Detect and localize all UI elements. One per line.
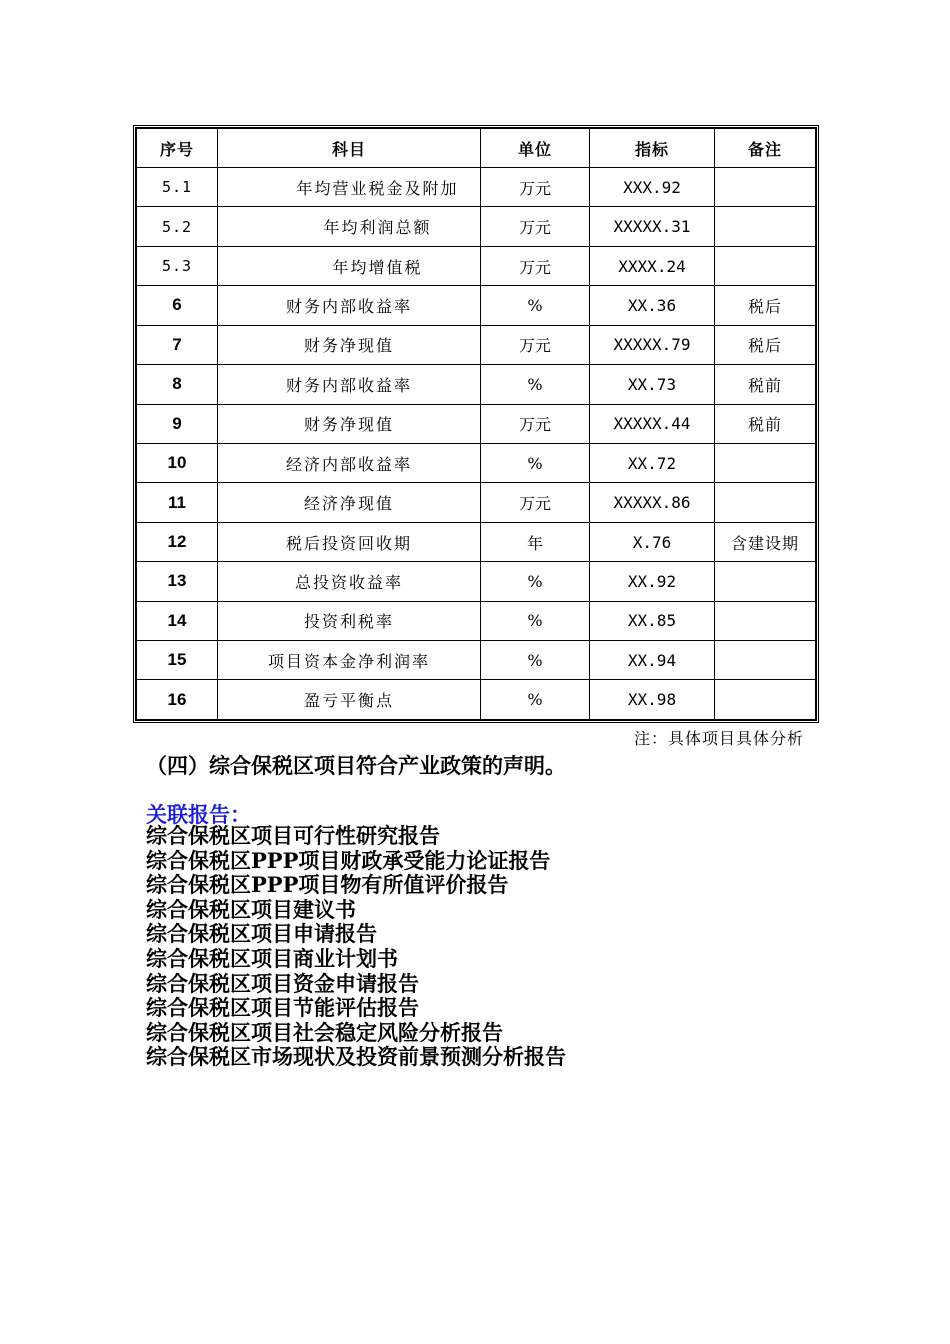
related-report-item[interactable]: 综合保税区市场现状及投资前景预测分析报告: [146, 1044, 566, 1070]
row-no: 11: [137, 483, 218, 522]
row-note: [715, 246, 816, 285]
row-value: XX.72: [590, 443, 715, 482]
table-row: [137, 601, 816, 640]
row-unit: %: [481, 601, 590, 640]
related-reports-title: 关联报告：: [146, 802, 251, 827]
header-no: 序号: [137, 129, 218, 168]
row-note: [715, 641, 816, 680]
row-no: 5.1: [137, 168, 218, 207]
row-item: 总投资收益率: [218, 562, 481, 601]
table-row: [137, 207, 816, 246]
header-item: 科目: [218, 129, 481, 168]
row-item: 项目资本金净利润率: [218, 641, 481, 680]
table-row: [137, 404, 816, 443]
row-unit: 万元: [481, 207, 590, 246]
row-item: 经济净现值: [218, 483, 481, 522]
row-no: 8: [137, 365, 218, 404]
row-item: 年均营业税金及附加: [218, 168, 481, 207]
related-report-item[interactable]: 综合保税区PPP项目物有所值评价报告: [146, 872, 509, 898]
row-unit: %: [481, 365, 590, 404]
row-unit: 万元: [481, 168, 590, 207]
row-value: XX.92: [590, 562, 715, 601]
row-no: 6: [137, 286, 218, 325]
row-no: 7: [137, 325, 218, 364]
row-item: 财务净现值: [218, 325, 481, 364]
row-item: 年均利润总额: [218, 207, 481, 246]
row-note: 税后: [715, 286, 816, 325]
row-note: [715, 207, 816, 246]
table-row: [137, 443, 816, 482]
row-item: 财务内部收益率: [218, 286, 481, 325]
table-row: [137, 562, 816, 601]
row-item: 盈亏平衡点: [218, 680, 481, 720]
related-reports-list: [146, 824, 566, 1070]
row-no: 5.3: [137, 246, 218, 285]
row-unit: 万元: [481, 325, 590, 364]
row-value: XXX.92: [590, 168, 715, 207]
row-note: [715, 168, 816, 207]
table-row: [137, 168, 816, 207]
related-report-item[interactable]: 综合保税区项目建议书: [146, 896, 356, 922]
table-row: [137, 522, 816, 561]
header-value: 指标: [590, 129, 715, 168]
table-row: [137, 680, 816, 720]
row-unit: 万元: [481, 483, 590, 522]
row-no: 10: [137, 443, 218, 482]
row-unit: %: [481, 641, 590, 680]
table-row: [137, 286, 816, 325]
table-row: [137, 483, 816, 522]
related-report-item[interactable]: 综合保税区项目资金申请报告: [146, 970, 419, 996]
row-no: 15: [137, 641, 218, 680]
row-note: 税后: [715, 325, 816, 364]
section-heading: （四）综合保税区项目符合产业政策的声明。: [146, 754, 566, 778]
row-value: XX.94: [590, 641, 715, 680]
table-row: [137, 641, 816, 680]
row-item: 经济内部收益率: [218, 443, 481, 482]
row-unit: 万元: [481, 246, 590, 285]
row-value: XX.85: [590, 601, 715, 640]
row-no: 12: [137, 522, 218, 561]
row-value: XXXXX.44: [590, 404, 715, 443]
row-unit: %: [481, 562, 590, 601]
indicator-table-frame: [133, 125, 819, 723]
row-no: 13: [137, 562, 218, 601]
row-note: [715, 680, 816, 720]
row-item: 财务净现值: [218, 404, 481, 443]
row-unit: 年: [481, 522, 590, 561]
row-value: XX.36: [590, 286, 715, 325]
table-header-row: [137, 129, 816, 168]
row-note: [715, 443, 816, 482]
row-note: [715, 483, 816, 522]
row-value: X.76: [590, 522, 715, 561]
related-report-item[interactable]: 综合保税区项目申请报告: [146, 921, 377, 947]
row-value: XXXXX.86: [590, 483, 715, 522]
row-no: 14: [137, 601, 218, 640]
row-value: XXXXX.31: [590, 207, 715, 246]
table-note: 注：具体项目具体分析: [633, 729, 804, 748]
row-unit: %: [481, 680, 590, 720]
row-note: 含建设期: [715, 522, 816, 561]
header-note: 备注: [715, 129, 816, 168]
row-no: 9: [137, 404, 218, 443]
row-note: 税前: [715, 404, 816, 443]
table-row: [137, 325, 816, 364]
row-note: 税前: [715, 365, 816, 404]
row-item: 年均增值税: [218, 246, 481, 285]
row-no: 16: [137, 680, 218, 720]
header-unit: 单位: [481, 129, 590, 168]
row-item: 财务内部收益率: [218, 365, 481, 404]
row-value: XX.98: [590, 680, 715, 720]
row-value: XXXX.24: [590, 246, 715, 285]
row-note: [715, 601, 816, 640]
row-unit: %: [481, 443, 590, 482]
related-report-item[interactable]: 综合保税区项目节能评估报告: [146, 995, 419, 1021]
table-row: [137, 365, 816, 404]
table-row: [137, 246, 816, 285]
related-report-item[interactable]: 综合保税区PPP项目财政承受能力论证报告: [146, 847, 551, 873]
related-report-item[interactable]: 综合保税区项目社会稳定风险分析报告: [146, 1019, 503, 1045]
row-note: [715, 562, 816, 601]
row-item: 税后投资回收期: [218, 522, 481, 561]
row-value: XX.73: [590, 365, 715, 404]
row-value: XXXXX.79: [590, 325, 715, 364]
indicator-table: [136, 128, 816, 720]
row-item: 投资利税率: [218, 601, 481, 640]
row-no: 5.2: [137, 207, 218, 246]
related-report-item[interactable]: 综合保税区项目商业计划书: [146, 945, 398, 971]
related-report-item[interactable]: 综合保税区项目可行性研究报告: [146, 823, 440, 848]
row-unit: 万元: [481, 404, 590, 443]
row-unit: %: [481, 286, 590, 325]
